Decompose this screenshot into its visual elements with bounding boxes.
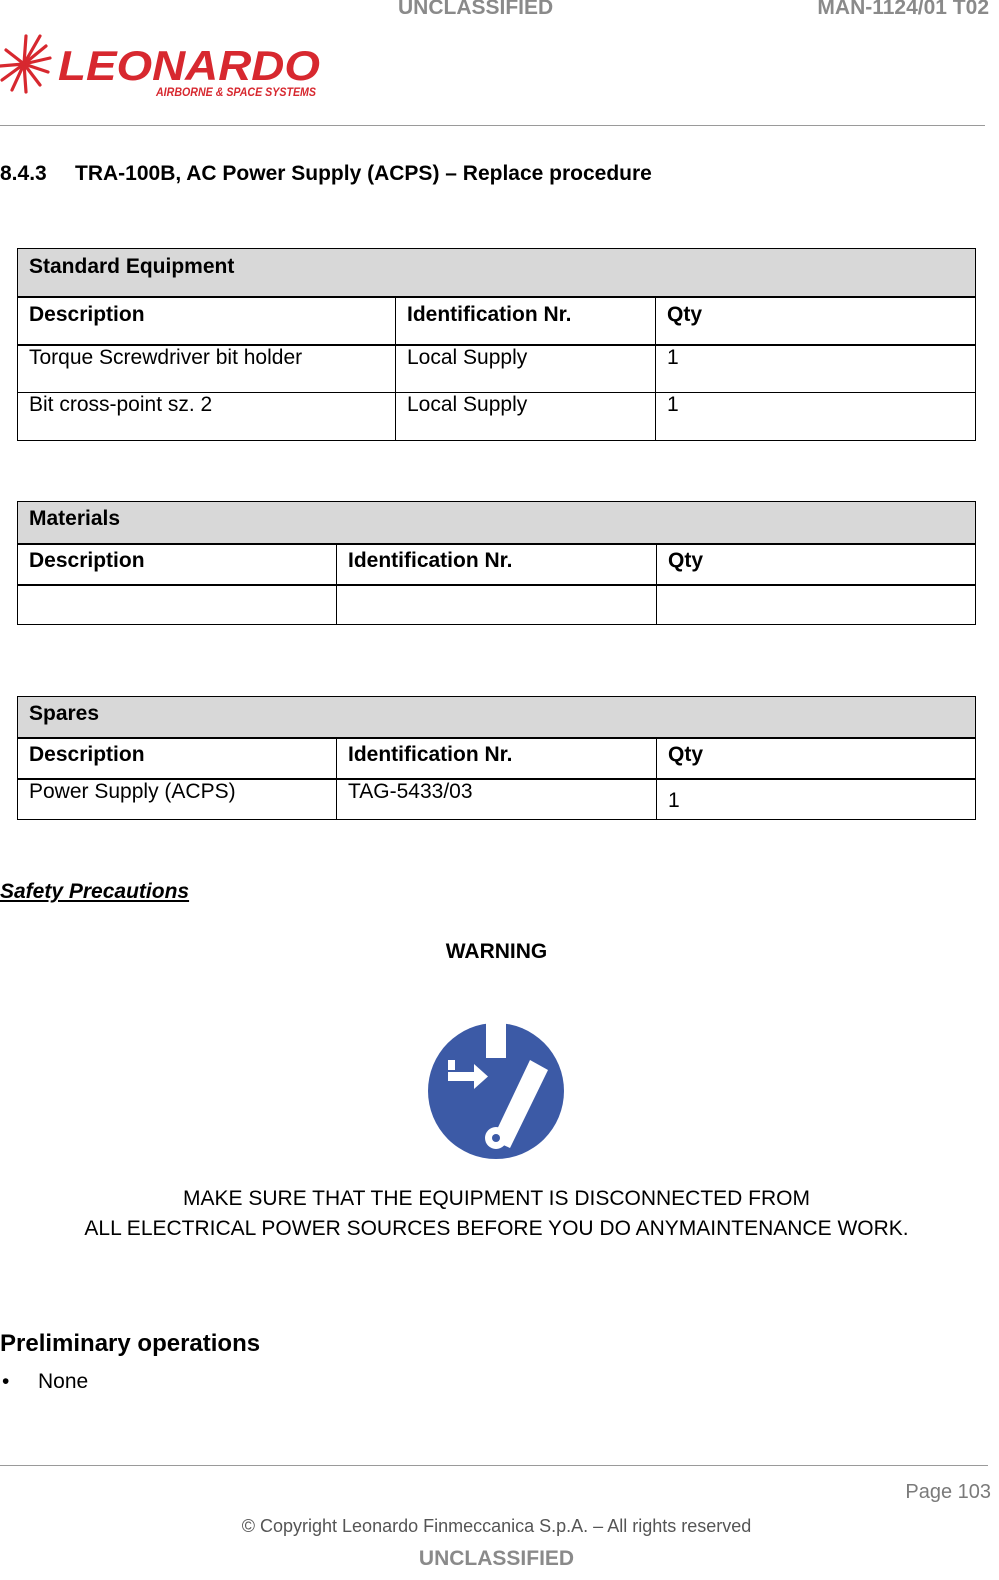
table-cell: 1 [656,393,976,441]
materials-table [17,501,976,625]
column-header: Identification Nr. [337,738,657,779]
table-row [18,393,976,441]
standard-equipment-table [17,248,976,441]
list-item-text: None [38,1370,89,1393]
safety-precautions-heading: Safety Precautions [0,880,190,903]
table-cell: Local Supply [396,345,656,393]
spares-table [17,696,976,820]
bullet-icon: • [2,1370,10,1393]
column-header: Qty [657,544,976,585]
column-header: Description [18,544,337,585]
header-classification: UNCLASSIFIED [398,0,554,19]
table-title: Standard Equipment [18,249,976,297]
copyright: © Copyright Leonardo Finmeccanica S.p.A. – All rights reserved [241,1516,752,1536]
section-title: TRA-100B, AC Power Supply (ACPS) – Replace procedure [75,162,652,185]
section-heading [0,162,652,186]
column-header: Identification Nr. [396,297,656,345]
column-header: Qty [657,738,976,779]
table-cell [657,585,976,625]
table-cell: 1 [656,345,976,393]
table-title: Materials [18,502,976,544]
column-header: Qty [656,297,976,345]
page-number: Page 103 [905,1481,991,1503]
document-number: MAN-1124/01 T02 [817,0,989,19]
warning-line: ALL ELECTRICAL POWER SOURCES BEFORE YOU DO ANYMAINTENANCE WORK. [84,1217,909,1240]
table-cell: Bit cross-point sz. 2 [18,393,396,441]
logo-star-icon [0,36,50,92]
footer-classification: UNCLASSIFIED [418,1547,575,1570]
footer-divider [0,1465,988,1466]
column-header: Description [18,738,337,779]
table-cell: 1 [657,779,976,820]
preliminary-heading: Preliminary operations [0,1330,261,1357]
table-row [18,779,976,820]
table-row [18,345,976,393]
table-row [18,585,976,625]
list-item [2,1370,88,1394]
warning-label: WARNING [445,940,548,963]
warning-line: MAKE SURE THAT THE EQUIPMENT IS DISCONNECTED FROM [183,1187,810,1210]
column-header: Description [18,297,396,345]
table-cell [337,585,657,625]
table-cell: Torque Screwdriver bit holder [18,345,396,393]
disconnect-power-icon [426,1020,566,1162]
column-header: Identification Nr. [337,544,657,585]
table-cell [18,585,337,625]
table-cell: Power Supply (ACPS) [18,779,337,820]
header-divider [0,125,985,126]
warning-text [0,1184,993,1244]
table-cell: Local Supply [396,393,656,441]
leonardo-logo [0,28,330,103]
table-title: Spares [18,697,976,738]
section-number: 8.4.3 [0,162,47,185]
logo-wordmark: LEONARDO [58,42,320,89]
table-cell: TAG-5433/03 [337,779,657,820]
logo-tagline: AIRBORNE & SPACE SYSTEMS [155,85,316,99]
